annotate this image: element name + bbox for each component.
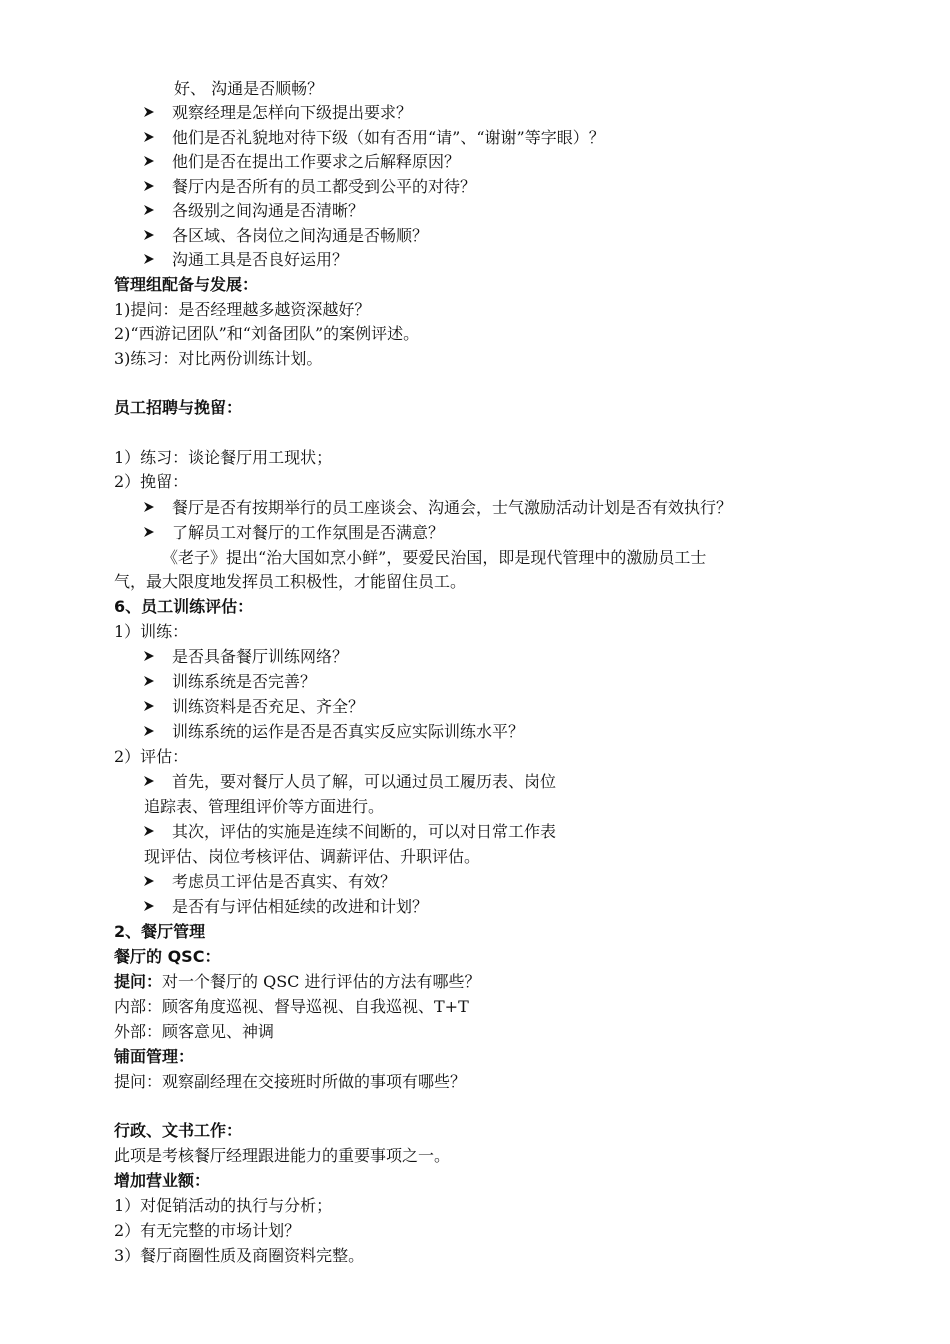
section-heading bbox=[114, 595, 253, 619]
inline-bold-label: 提问： bbox=[114, 972, 163, 991]
line-text: 其次，评估的实施是连续不间断的，可以对日常工作表 bbox=[172, 822, 557, 841]
line-text: 内部：顾客角度巡视、督导巡视、自我巡视、T+T bbox=[114, 997, 469, 1016]
section-heading bbox=[114, 1119, 242, 1143]
text-line bbox=[114, 322, 419, 346]
arrow-bullet-icon bbox=[144, 199, 172, 223]
line-text: 行政、文书工作： bbox=[114, 1121, 243, 1140]
arrow-bullet-icon bbox=[144, 496, 172, 520]
arrow-bullet-icon bbox=[144, 695, 172, 719]
line-text: 餐厅内是否所有的员工都受到公平的对待？ bbox=[172, 177, 477, 196]
text-line bbox=[144, 845, 480, 869]
text-line bbox=[114, 347, 322, 371]
line-text: 气，最大限度地发挥员工积极性，才能留住员工。 bbox=[114, 572, 467, 591]
line-text: 了解员工对餐厅的工作氛围是否满意？ bbox=[172, 523, 445, 542]
line-text: 追踪表、管理组评价等方面进行。 bbox=[144, 797, 385, 816]
bullet-item bbox=[144, 770, 556, 794]
text-line bbox=[114, 1020, 274, 1044]
line-text: 2、餐厅管理 bbox=[114, 922, 206, 941]
line-text: 餐厅的 QSC： bbox=[114, 947, 221, 966]
line-text: 各区域、各岗位之间沟通是否畅顺？ bbox=[172, 226, 429, 245]
line-text: 餐厅是否有按期举行的员工座谈会、沟通会，士气激励活动计划是否有效执行？ bbox=[172, 498, 733, 517]
text-line bbox=[114, 446, 332, 470]
line-text: 2）评估： bbox=[114, 747, 189, 766]
line-text: 《老子》提出“治大国如烹小鲜”，要爱民治国，即是现代管理中的激励员工士 bbox=[162, 548, 707, 567]
bullet-item bbox=[144, 670, 316, 694]
section-heading bbox=[114, 1169, 210, 1193]
bullet-item bbox=[144, 521, 444, 545]
arrow-bullet-icon bbox=[144, 670, 172, 694]
text-line bbox=[114, 970, 481, 994]
line-text: 1）训练： bbox=[114, 622, 189, 641]
section-heading bbox=[114, 920, 205, 944]
text-line bbox=[114, 1144, 450, 1168]
bullet-item bbox=[144, 199, 364, 223]
line-text: 6、员工训练评估： bbox=[114, 597, 254, 616]
line-text: 沟通工具是否良好运用？ bbox=[172, 250, 349, 269]
line-text: 各级别之间沟通是否清晰？ bbox=[172, 201, 365, 220]
line-text: 1）练习：谈论餐厅用工现状； bbox=[114, 448, 333, 467]
arrow-bullet-icon bbox=[144, 770, 172, 794]
line-text: 1）对促销活动的执行与分析； bbox=[114, 1196, 333, 1215]
line-text: 考虑员工评估是否真实、有效？ bbox=[172, 872, 397, 891]
arrow-bullet-icon bbox=[144, 101, 172, 125]
arrow-bullet-icon bbox=[144, 521, 172, 545]
bullet-item bbox=[144, 895, 428, 919]
line-text: 观察经理是怎样向下级提出要求？ bbox=[172, 103, 413, 122]
line-text: 训练系统是否完善？ bbox=[172, 672, 317, 691]
line-text: 是否具备餐厅训练网络？ bbox=[172, 647, 349, 666]
line-text: 增加营业额： bbox=[114, 1171, 211, 1190]
line-text: 外部：顾客意见、神调 bbox=[114, 1022, 275, 1041]
line-text: 训练资料是否充足、齐全？ bbox=[172, 697, 365, 716]
line-text: 现评估、岗位考核评估、调薪评估、升职评估。 bbox=[144, 847, 481, 866]
bullet-item bbox=[144, 248, 348, 272]
arrow-bullet-icon bbox=[144, 175, 172, 199]
line-text: 此项是考核餐厅经理跟进能力的重要事项之一。 bbox=[114, 1146, 451, 1165]
line-text: 3）餐厅商圈性质及商圈资料完整。 bbox=[114, 1246, 365, 1265]
section-heading bbox=[114, 273, 258, 297]
arrow-bullet-icon bbox=[144, 224, 172, 248]
bullet-item bbox=[144, 645, 348, 669]
text-line bbox=[114, 470, 188, 494]
arrow-bullet-icon bbox=[144, 720, 172, 744]
line-text: 他们是否礼貌地对待下级（如有否用“请”、“谢谢”等字眼）？ bbox=[172, 128, 605, 147]
text-line bbox=[114, 620, 188, 644]
line-text: 1)提问：是否经理越多越资深越好？ bbox=[114, 300, 371, 319]
text-line bbox=[114, 1219, 300, 1243]
text-line bbox=[162, 546, 706, 570]
bullet-item bbox=[144, 870, 396, 894]
arrow-bullet-icon bbox=[144, 820, 172, 844]
text-line bbox=[144, 795, 384, 819]
section-heading bbox=[114, 945, 220, 969]
bullet-item bbox=[144, 695, 364, 719]
bullet-item bbox=[144, 126, 605, 150]
text-line bbox=[114, 995, 469, 1019]
bullet-item bbox=[144, 224, 428, 248]
line-text: 首先，要对餐厅人员了解，可以通过员工履历表、岗位 bbox=[172, 772, 557, 791]
line-text: 2）有无完整的市场计划？ bbox=[114, 1221, 301, 1240]
line-text: 铺面管理： bbox=[114, 1047, 195, 1066]
text-line bbox=[174, 77, 323, 101]
arrow-bullet-icon bbox=[144, 126, 172, 150]
line-text: 3)练习：对比两份训练计划。 bbox=[114, 349, 323, 368]
arrow-bullet-icon bbox=[144, 870, 172, 894]
arrow-bullet-icon bbox=[144, 150, 172, 174]
text-line bbox=[114, 1244, 364, 1268]
line-text: 训练系统的运作是否是否真实反应实际训练水平？ bbox=[172, 722, 525, 741]
line-text: 2)“西游记团队”和“刘备团队”的案例评述。 bbox=[114, 324, 420, 343]
text-line bbox=[114, 298, 370, 322]
text-line bbox=[114, 745, 188, 769]
bullet-item bbox=[144, 820, 556, 844]
bullet-item bbox=[144, 175, 476, 199]
line-text: 好、 沟通是否顺畅？ bbox=[174, 79, 324, 98]
text-line bbox=[114, 1070, 466, 1094]
arrow-bullet-icon bbox=[144, 248, 172, 272]
bullet-item bbox=[144, 720, 524, 744]
section-heading bbox=[114, 1045, 194, 1069]
bullet-item bbox=[144, 101, 412, 125]
line-text: 管理组配备与发展： bbox=[114, 275, 259, 294]
section-heading bbox=[114, 396, 242, 420]
line-text: 提问：观察副经理在交接班时所做的事项有哪些？ bbox=[114, 1072, 467, 1091]
line-text: 他们是否在提出工作要求之后解释原因？ bbox=[172, 152, 461, 171]
arrow-bullet-icon bbox=[144, 895, 172, 919]
line-text: 2）挽留： bbox=[114, 472, 189, 491]
line-text: 对一个餐厅的 QSC 进行评估的方法有哪些？ bbox=[162, 972, 481, 991]
bullet-item bbox=[144, 496, 732, 520]
line-text: 员工招聘与挽留： bbox=[114, 398, 243, 417]
bullet-item bbox=[144, 150, 460, 174]
line-text: 是否有与评估相延续的改进和计划？ bbox=[172, 897, 429, 916]
text-line bbox=[114, 570, 466, 594]
text-line bbox=[114, 1194, 332, 1218]
arrow-bullet-icon bbox=[144, 645, 172, 669]
